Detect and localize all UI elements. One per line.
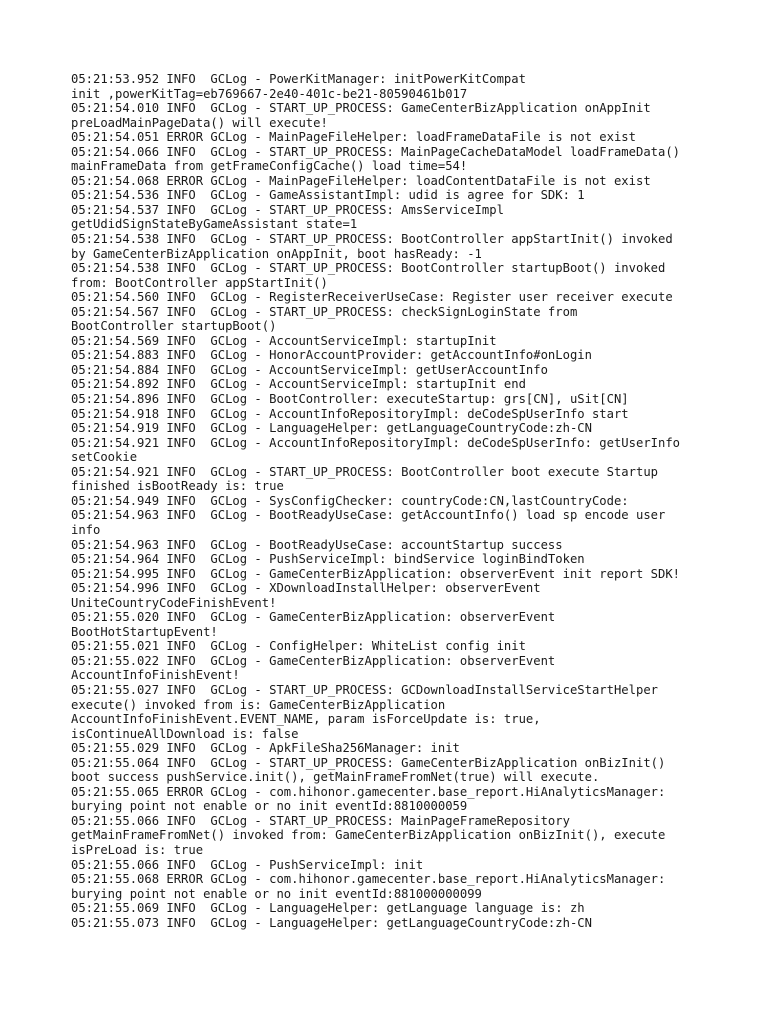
log-line: 05:21:55.068 ERROR GCLog - com.hihonor.gamecenter.base_report.HiAnalyticsManager: — [71, 872, 666, 887]
log-line: 05:21:55.029 INFO GCLog - ApkFileSha256Manager: init — [71, 741, 460, 756]
log-line: 05:21:55.069 INFO GCLog - LanguageHelper: getLanguage language is: zh — [71, 901, 585, 916]
log-line: 05:21:54.883 INFO GCLog - HonorAccountProvider: getAccountInfo#onLogin — [71, 348, 592, 363]
log-line: 05:21:54.919 INFO GCLog - LanguageHelper: getLanguageCountryCode:zh-CN — [71, 421, 592, 436]
log-line: 05:21:54.964 INFO GCLog - PushServiceImpl: bindService loginBindToken — [71, 552, 585, 567]
log-line: 05:21:55.021 INFO GCLog - ConfigHelper: WhiteList config init — [71, 639, 526, 654]
log-line: 05:21:54.560 INFO GCLog - RegisterReceiverUseCase: Register user receiver execute — [71, 290, 673, 305]
log-line: getUdidSignStateByGameAssistant state=1 — [71, 217, 358, 232]
log-line: AccountInfoFinishEvent! — [71, 668, 240, 683]
log-line: 05:21:55.073 INFO GCLog - LanguageHelper: getLanguageCountryCode:zh-CN — [71, 915, 592, 930]
log-line: 05:21:55.064 INFO GCLog - START_UP_PROCESS: GameCenterBizApplication onBizInit() — [71, 755, 666, 770]
log-line: BootController startupBoot() — [71, 319, 277, 334]
log-line: 05:21:54.921 INFO GCLog - AccountInfoRepositoryImpl: deCodeSpUserInfo: getUserInfo — [71, 435, 681, 450]
log-line: 05:21:54.949 INFO GCLog - SysConfigChecker: countryCode:CN,lastCountryCode: — [71, 493, 629, 508]
log-line: preLoadMainPageData() will execute! — [71, 115, 328, 130]
log-line: 05:21:53.952 INFO GCLog - PowerKitManager: initPowerKitCompat — [71, 72, 526, 86]
log-line: 05:21:54.884 INFO GCLog - AccountServiceImpl: getUserAccountInfo — [71, 362, 548, 377]
log-line: 05:21:54.918 INFO GCLog - AccountInfoRepositoryImpl: deCodeSpUserInfo start — [71, 406, 629, 421]
log-line: 05:21:55.066 INFO GCLog - START_UP_PROCESS: MainPageFrameRepository — [71, 813, 570, 828]
log-line: 05:21:54.538 INFO GCLog - START_UP_PROCESS: BootController startupBoot() invoked — [71, 261, 666, 276]
log-line: BootHotStartupEvent! — [71, 624, 218, 639]
log-line: 05:21:54.051 ERROR GCLog - MainPageFileHelper: loadFrameDataFile is not exist — [71, 130, 636, 145]
log-line: 05:21:54.963 INFO GCLog - BootReadyUseCase: getAccountInfo() load sp encode user — [71, 508, 666, 523]
log-line: AccountInfoFinishEvent.EVENT_NAME, param isForceUpdate is: true, — [71, 712, 541, 727]
log-line: isPreLoad is: true — [71, 842, 204, 857]
log-line: 05:21:54.921 INFO GCLog - START_UP_PROCESS: BootController boot execute Startup — [71, 464, 658, 479]
log-line: 05:21:54.963 INFO GCLog - BootReadyUseCase: accountStartup success — [71, 537, 563, 552]
log-line: 05:21:55.027 INFO GCLog - START_UP_PROCESS: GCDownloadInstallServiceStartHelper — [71, 682, 658, 697]
log-line: 05:21:54.569 INFO GCLog - AccountServiceImpl: startupInit — [71, 333, 497, 348]
log-line: 05:21:54.996 INFO GCLog - XDownloadInstallHelper: observerEvent — [71, 581, 541, 596]
log-line: execute() invoked from is: GameCenterBizApplication — [71, 697, 446, 712]
log-line: burying point not enable or no init eventId:881000000099 — [71, 886, 482, 901]
log-line: init ,powerKitTag=eb769667-2e40-401c-be21-80590461b017 — [71, 86, 468, 101]
log-line: 05:21:54.010 INFO GCLog - START_UP_PROCESS: GameCenterBizApplication onAppInit — [71, 101, 651, 116]
log-line: boot success pushService.init(), getMainFrameFromNet(true) will execute. — [71, 770, 600, 785]
log-line: isContinueAllDownload is: false — [71, 726, 299, 741]
log-line: 05:21:55.022 INFO GCLog - GameCenterBizApplication: observerEvent — [71, 653, 556, 668]
log-output — [71, 72, 711, 930]
log-line: 05:21:54.892 INFO GCLog - AccountServiceImpl: startupInit end — [71, 377, 526, 392]
log-line: by GameCenterBizApplication onAppInit, boot hasReady: -1 — [71, 246, 482, 261]
log-line: 05:21:54.995 INFO GCLog - GameCenterBizApplication: observerEvent init report SDK! — [71, 566, 681, 581]
log-line: finished isBootReady is: true — [71, 479, 284, 494]
log-line: UniteCountryCodeFinishEvent! — [71, 595, 277, 610]
log-line: 05:21:54.896 INFO GCLog - BootController: executeStartup: grs[CN], uSit[CN] — [71, 392, 629, 407]
log-line: 05:21:54.068 ERROR GCLog - MainPageFileHelper: loadContentDataFile is not exist — [71, 173, 651, 188]
log-line: getMainFrameFromNet() invoked from: GameCenterBizApplication onBizInit(), execute — [71, 828, 666, 843]
log-line: 05:21:54.567 INFO GCLog - START_UP_PROCESS: checkSignLoginState from — [71, 304, 578, 319]
log-line: from: BootController appStartInit() — [71, 275, 328, 290]
log-line: 05:21:54.537 INFO GCLog - START_UP_PROCESS: AmsServiceImpl — [71, 202, 504, 217]
log-line: 05:21:55.020 INFO GCLog - GameCenterBizApplication: observerEvent — [71, 610, 556, 625]
log-line: info — [71, 522, 101, 537]
log-line: 05:21:55.065 ERROR GCLog - com.hihonor.gamecenter.base_report.HiAnalyticsManager: — [71, 784, 666, 799]
log-line: 05:21:54.066 INFO GCLog - START_UP_PROCESS: MainPageCacheDataModel loadFrameData() — [71, 144, 681, 159]
log-line: mainFrameData from getFrameConfigCache() load time=54! — [71, 159, 468, 174]
log-line: 05:21:55.066 INFO GCLog - PushServiceImpl: init — [71, 857, 424, 872]
log-line: 05:21:54.536 INFO GCLog - GameAssistantImpl: udid is agree for SDK: 1 — [71, 188, 585, 203]
log-line: setCookie — [71, 450, 138, 465]
log-line: burying point not enable or no init eventId:8810000059 — [71, 799, 468, 814]
log-line: 05:21:54.538 INFO GCLog - START_UP_PROCESS: BootController appStartInit() invoked — [71, 232, 673, 247]
